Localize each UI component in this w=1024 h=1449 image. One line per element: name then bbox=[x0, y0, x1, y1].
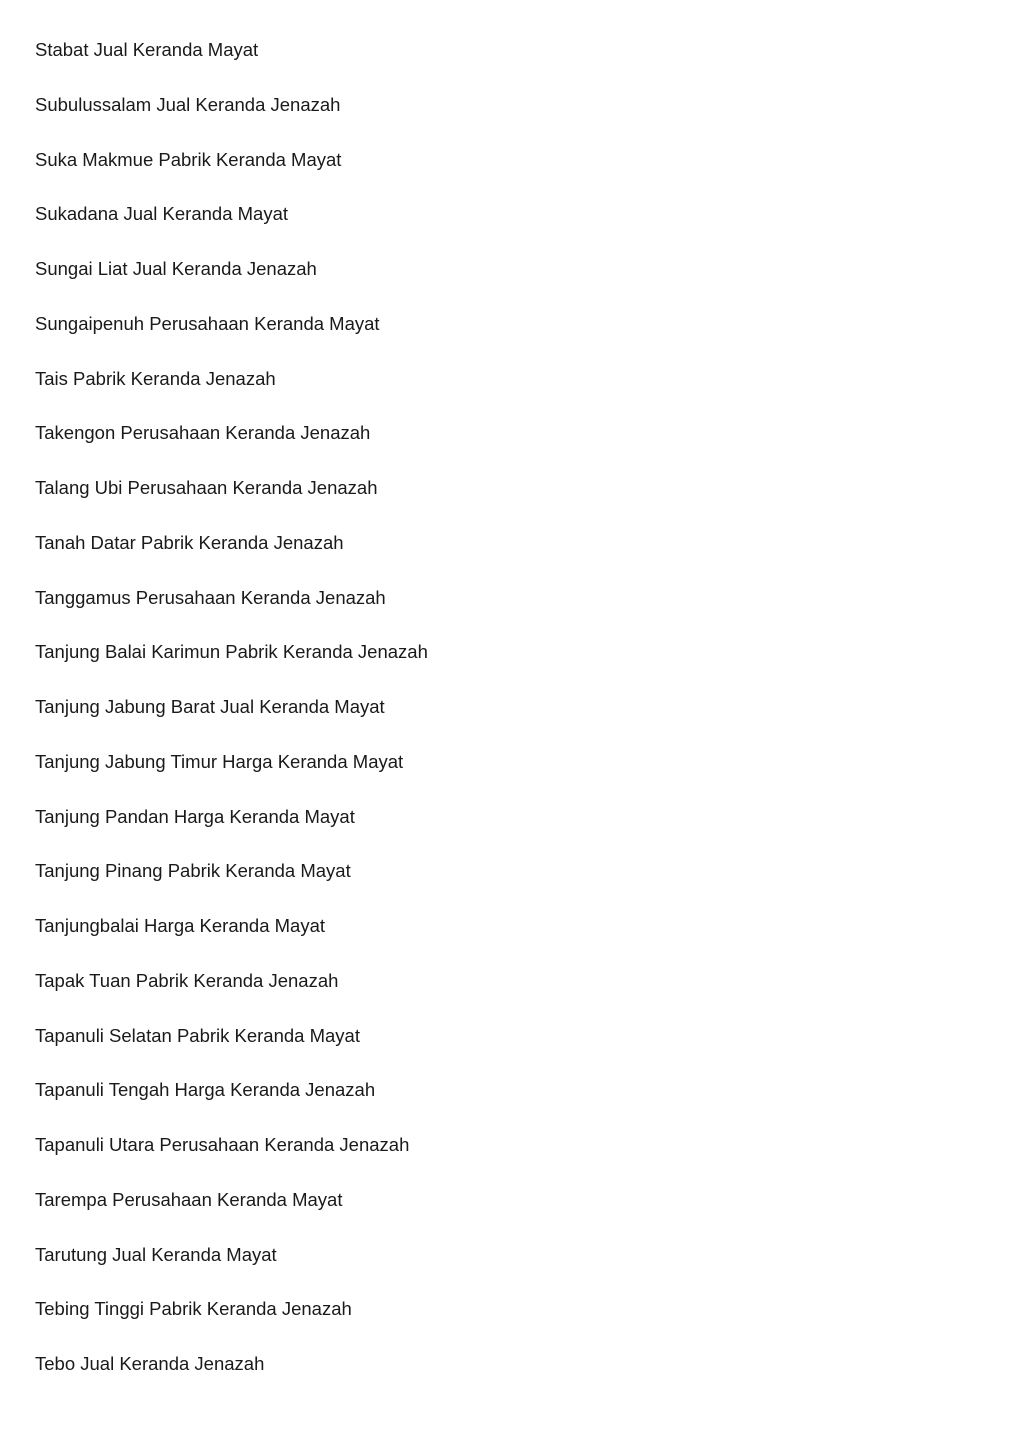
list-link[interactable]: Tanjung Pandan Harga Keranda Mayat bbox=[35, 805, 355, 827]
list-link[interactable]: Tanjung Jabung Barat Jual Keranda Mayat bbox=[35, 696, 385, 717]
list-link[interactable]: Suka Makmue Pabrik Keranda Mayat bbox=[35, 148, 342, 170]
list-item bbox=[35, 1351, 428, 1406]
list-link[interactable]: Talang Ubi Perusahaan Keranda Jenazah bbox=[35, 477, 378, 498]
list-link[interactable]: Stabat Jual Keranda Mayat bbox=[35, 39, 259, 60]
list-link[interactable]: Tarutung Jual Keranda Mayat bbox=[35, 1243, 277, 1265]
list-link[interactable]: Tebing Tinggi Pabrik Keranda Jenazah bbox=[35, 1298, 352, 1320]
list-item bbox=[35, 1132, 428, 1187]
list-item bbox=[35, 530, 428, 585]
list-item bbox=[35, 475, 428, 530]
list-link[interactable]: Subulussalam Jual Keranda Jenazah bbox=[35, 93, 341, 115]
list-link[interactable]: Tais Pabrik Keranda Jenazah bbox=[35, 367, 276, 389]
list-link[interactable]: Tanggamus Perusahaan Keranda Jenazah bbox=[35, 586, 386, 608]
list-item bbox=[35, 804, 428, 859]
list-item bbox=[35, 92, 428, 147]
list-item bbox=[35, 858, 428, 913]
list-item bbox=[35, 366, 428, 421]
list-link[interactable]: Tapak Tuan Pabrik Keranda Jenazah bbox=[35, 969, 339, 991]
list-item bbox=[35, 1077, 428, 1132]
list-link[interactable]: Tarempa Perusahaan Keranda Mayat bbox=[35, 1188, 343, 1210]
list-item bbox=[35, 585, 428, 640]
list-item bbox=[35, 37, 428, 92]
list-link[interactable]: Tanjung Pinang Pabrik Keranda Mayat bbox=[35, 860, 351, 882]
link-list bbox=[35, 37, 428, 1406]
list-link[interactable]: Sungaipenuh Perusahaan Keranda Mayat bbox=[35, 312, 380, 334]
list-link[interactable]: Tanjung Balai Karimun Pabrik Keranda Jenazah bbox=[35, 641, 428, 663]
list-link[interactable]: Tapanuli Utara Perusahaan Keranda Jenazah bbox=[35, 1134, 410, 1155]
list-item bbox=[35, 968, 428, 1023]
list-item bbox=[35, 1296, 428, 1351]
list-item bbox=[35, 913, 428, 968]
list-item bbox=[35, 639, 428, 694]
list-link[interactable]: Tanah Datar Pabrik Keranda Jenazah bbox=[35, 531, 344, 553]
list-link[interactable]: Tapanuli Selatan Pabrik Keranda Mayat bbox=[35, 1024, 360, 1046]
list-item bbox=[35, 1187, 428, 1242]
list-item bbox=[35, 256, 428, 311]
list-item bbox=[35, 201, 428, 256]
list-item bbox=[35, 311, 428, 366]
list-link[interactable]: Takengon Perusahaan Keranda Jenazah bbox=[35, 422, 371, 444]
list-link[interactable]: Tebo Jual Keranda Jenazah bbox=[35, 1353, 265, 1374]
list-item bbox=[35, 694, 428, 749]
list-link[interactable]: Sukadana Jual Keranda Mayat bbox=[35, 203, 289, 225]
list-link[interactable]: Sungai Liat Jual Keranda Jenazah bbox=[35, 258, 317, 279]
list-link[interactable]: Tanjungbalai Harga Keranda Mayat bbox=[35, 915, 326, 936]
list-link[interactable]: Tapanuli Tengah Harga Keranda Jenazah bbox=[35, 1079, 376, 1101]
list-item bbox=[35, 420, 428, 475]
list-item bbox=[35, 749, 428, 804]
list-link[interactable]: Tanjung Jabung Timur Harga Keranda Mayat bbox=[35, 750, 404, 772]
list-item bbox=[35, 147, 428, 202]
list-item bbox=[35, 1242, 428, 1297]
list-item bbox=[35, 1023, 428, 1078]
